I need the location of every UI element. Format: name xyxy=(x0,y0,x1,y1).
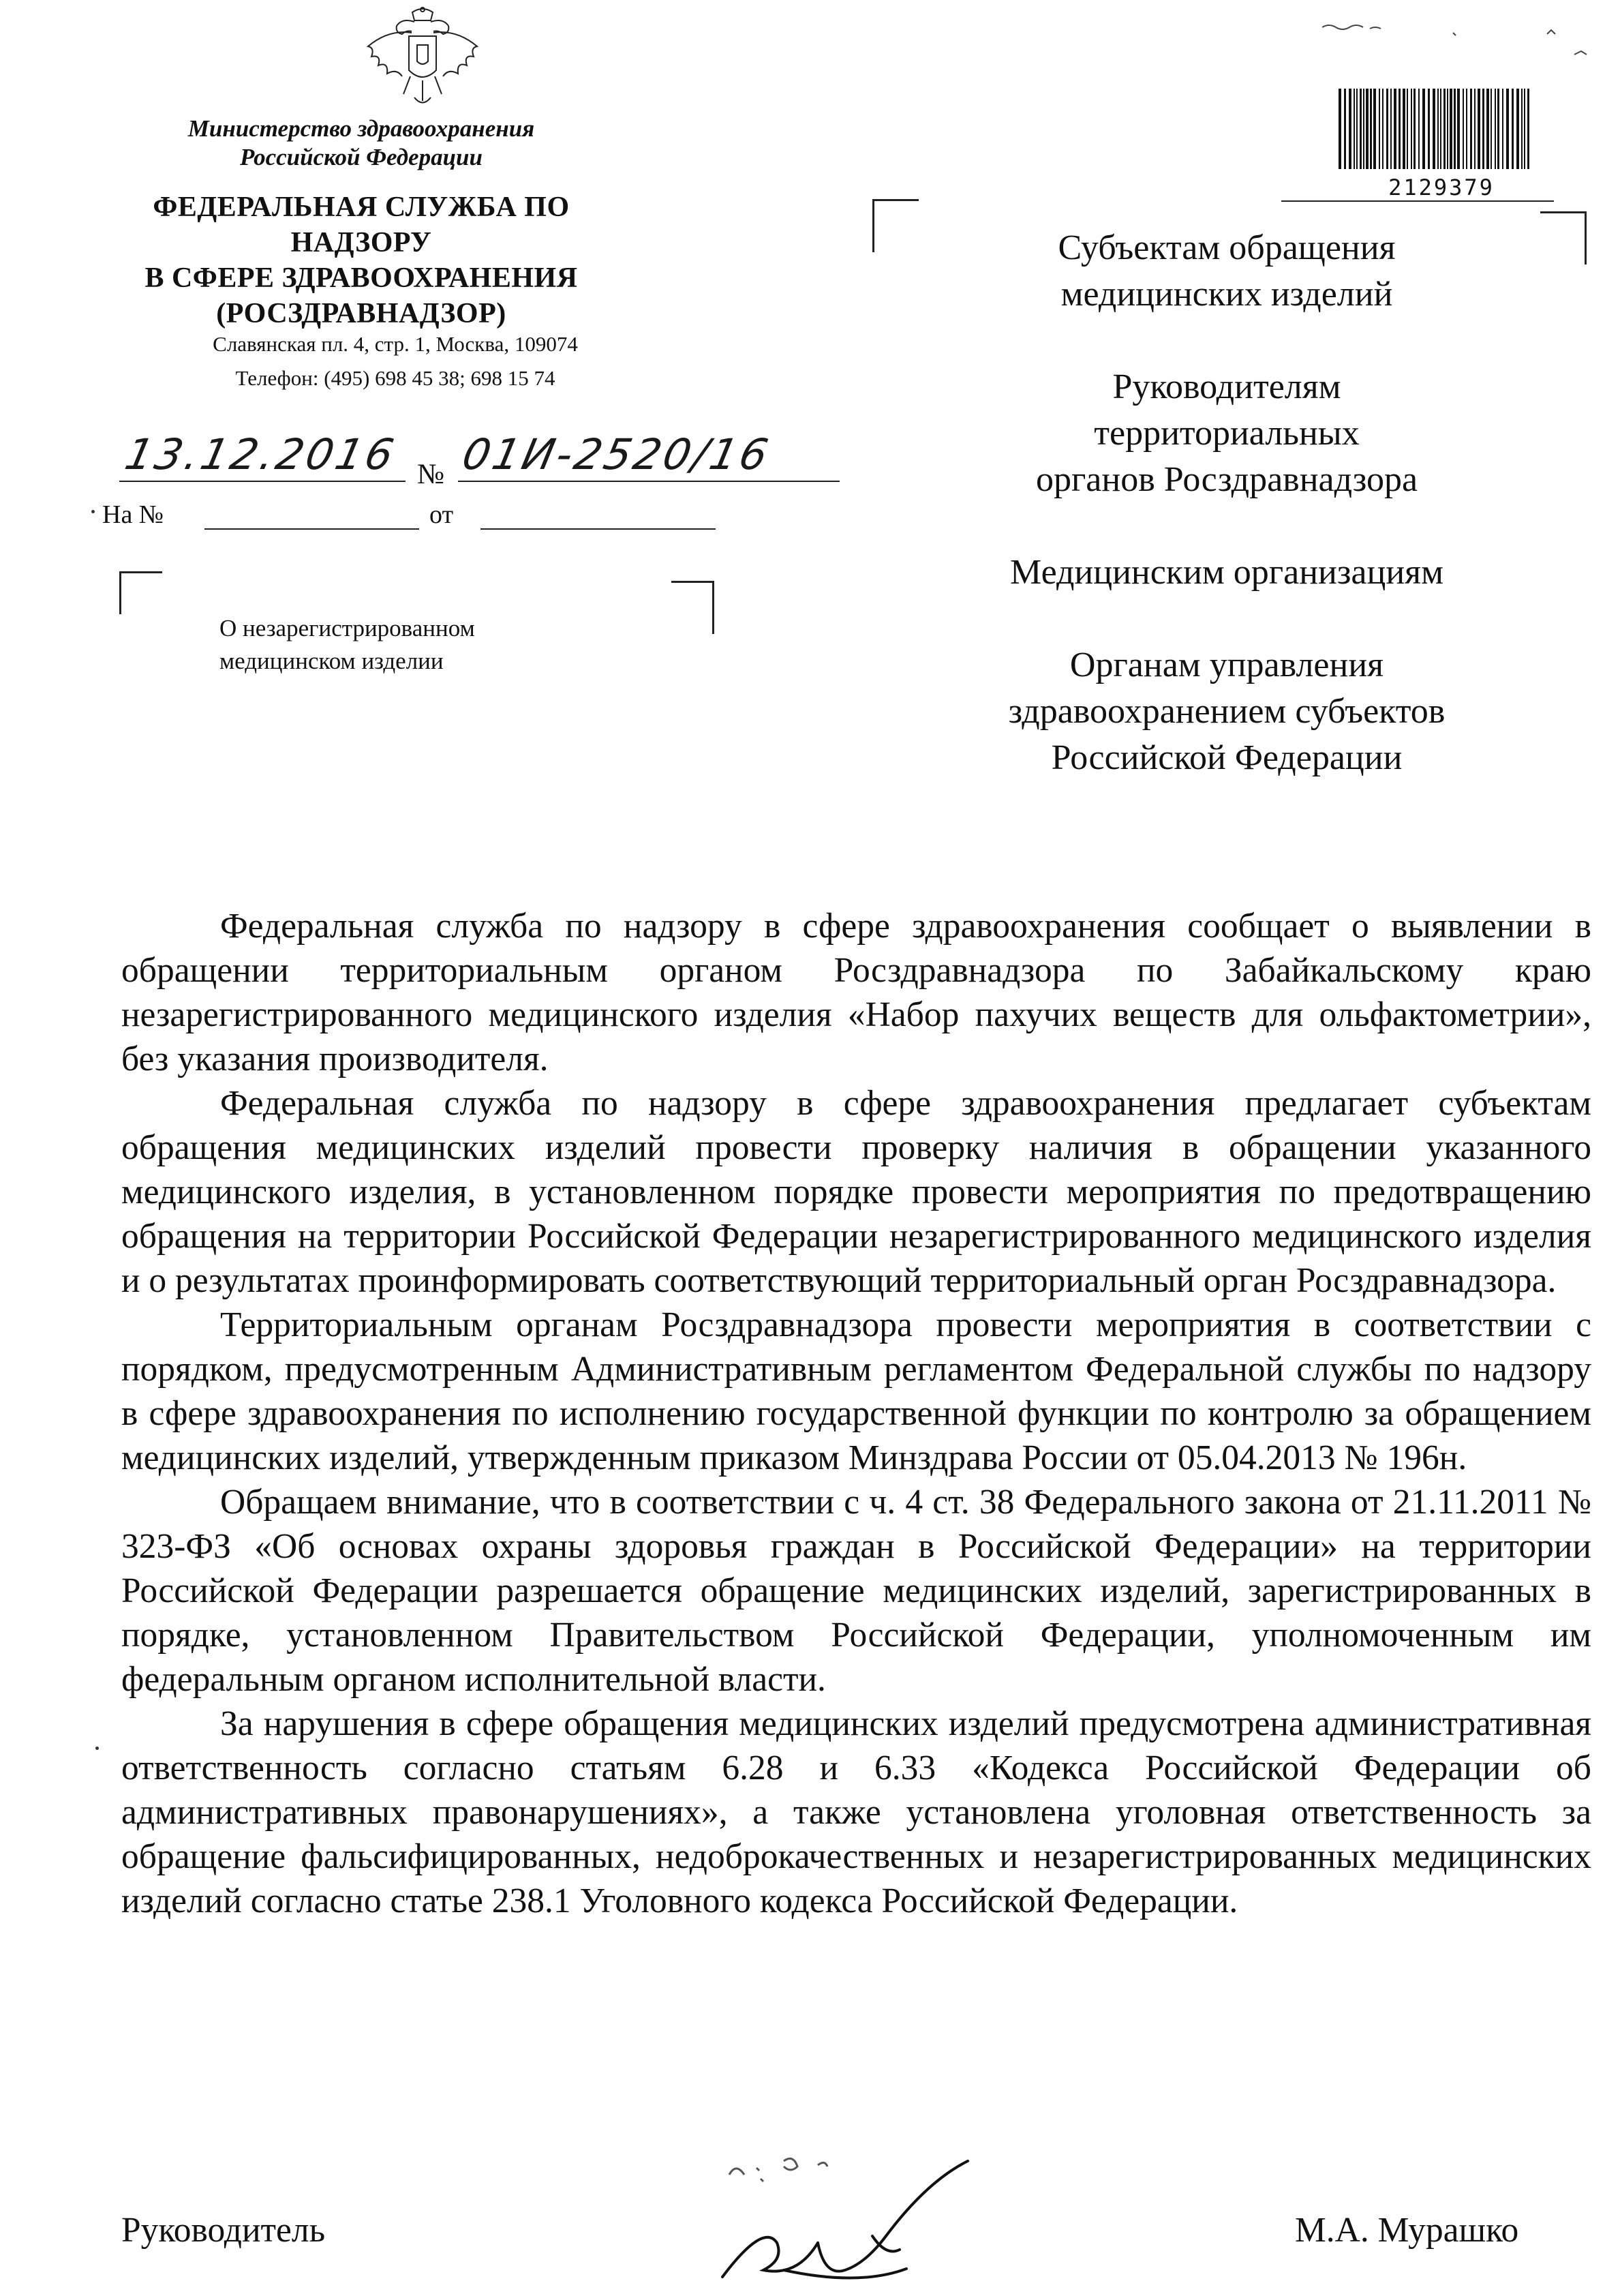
addressee-line: органов Росздравнадзора xyxy=(1035,460,1418,499)
handwritten-signature-icon xyxy=(682,2141,1022,2296)
barcode-bar xyxy=(1411,89,1412,169)
signatory-title: Руководитель xyxy=(121,2211,326,2250)
body-paragraph: Федеральная служба по надзору в сфере здравоохранения сообщает о выявлении в обращении территориальным органом Росздравнадзора по Забайкальскому краю незарегистрированного медицинского изделия «Набор пахучих веществ для ольфактометрии», без указания производителя. xyxy=(121,907,1591,1078)
body-paragraph: Федеральная служба по надзору в сфере здравоохранения предлагает субъектам обращения медицинских изделий провести проверку наличия в обращении указанного медицинского изделия, в установленном порядке провести мероприятия по предотвращению обращения на территории Российской Федерации незарегистрированного медицинского изделия и о результатах проинформировать соответствующий территориальный орган Росздравнадзора. xyxy=(121,1084,1591,1300)
barcode-bar xyxy=(1379,89,1380,169)
barcode-bar xyxy=(1457,89,1460,169)
barcode-bar xyxy=(1390,89,1392,169)
barcode-underline xyxy=(1281,200,1554,202)
contact-block xyxy=(123,327,668,395)
corner-bracket-left xyxy=(119,571,162,614)
addressee-block xyxy=(906,225,1547,318)
barcode-bar xyxy=(1482,89,1484,169)
barcode-bar xyxy=(1521,89,1523,169)
subject-text: медицинском изделии xyxy=(219,648,444,674)
barcode-bar xyxy=(1506,89,1509,169)
body-paragraph: Обращаем внимание, что в соответствии с ч. 4 ст. 38 Федерального закона от 21.11.2011 № 323-ФЗ «Об основах охраны здоровья граждан в Российской Федерации» на территории Российской Федерации разрешается обращение медицинских изделий, зарегистрированных в порядке, установленном Правительством Российской Федерации, уполномоченным им федеральным органом исполнительной власти. xyxy=(121,1483,1591,1699)
addressee-block xyxy=(906,364,1547,503)
letter-body xyxy=(121,904,1591,1923)
barcode-bar xyxy=(1466,89,1467,169)
barcode-bar xyxy=(1463,89,1464,169)
reference-date-blank xyxy=(480,528,716,530)
barcode-bar xyxy=(1422,89,1425,169)
barcode-bar xyxy=(1443,89,1446,169)
barcode-bar xyxy=(1512,89,1514,169)
barcode-bar xyxy=(1433,89,1435,169)
barcode-icon xyxy=(1336,89,1533,184)
addressee-line: Органам управления xyxy=(1069,646,1384,684)
barcode-bar xyxy=(1437,89,1439,169)
barcode-bar xyxy=(1344,89,1346,169)
addressee-line: здравоохранением субъектов xyxy=(1008,692,1446,731)
coat-of-arms-icon xyxy=(354,5,491,121)
addressee-list xyxy=(906,225,1547,828)
addressee-line: Руководителям xyxy=(1112,367,1341,406)
addressee-line: Субъектам обращения xyxy=(1058,228,1396,267)
barcode-bar xyxy=(1339,89,1341,169)
barcode-bar xyxy=(1440,89,1441,169)
barcode-bar xyxy=(1403,89,1405,169)
barcode-bar xyxy=(1527,89,1529,169)
address-bracket-right xyxy=(1540,211,1587,265)
barcode-bar xyxy=(1497,89,1499,169)
corner-bracket-right xyxy=(671,581,714,634)
barcode-bar xyxy=(1478,89,1480,169)
addressee-line: Российской Федерации xyxy=(1051,738,1403,777)
date-underline xyxy=(119,481,406,482)
ministry-line: Российской Федерации xyxy=(240,144,483,170)
reference-label: На № xyxy=(102,500,164,529)
addressee-block xyxy=(906,549,1547,596)
addressee-line: Медицинским организациям xyxy=(1010,553,1443,592)
service-line: ФЕДЕРАЛЬНАЯ СЛУЖБА ПО НАДЗОРУ xyxy=(153,192,570,258)
barcode-number: 2129379 xyxy=(1388,175,1495,200)
postal-address: Славянская пл. 4, стр. 1, Москва, 109074 xyxy=(213,332,578,356)
barcode-bar xyxy=(1394,89,1396,169)
barcode-bar xyxy=(1516,89,1519,169)
scan-scribble-icon xyxy=(1322,14,1595,61)
service-line: В СФЕРЕ ЗДРАВООХРАНЕНИЯ xyxy=(144,262,578,294)
registration-number-label: № xyxy=(417,459,445,490)
barcode-bar xyxy=(1373,89,1376,169)
barcode-bar xyxy=(1356,89,1358,169)
body-paragraph: Территориальным органам Росздравнадзора провести мероприятия в соответствии с порядком, предусмотренным Административным регламентом Федеральной службы по надзору в сфере здравоохранения по исполнению государственной функции по контролю за обращением медицинских изделий, утвержденным приказом Минздрава России от 05.04.2013 № 196н. xyxy=(121,1305,1591,1477)
number-underline xyxy=(458,481,840,482)
barcode-bar xyxy=(1354,89,1355,169)
registration-date: 13.12.2016 xyxy=(121,429,401,479)
scan-dot xyxy=(95,1747,99,1750)
barcode-bar xyxy=(1366,89,1369,169)
barcode-bar xyxy=(1413,89,1416,169)
barcode-bar xyxy=(1491,89,1492,169)
reference-from-label: от xyxy=(429,500,454,529)
service-line: (РОСЗДРАВНАДЗОР) xyxy=(216,298,506,329)
ministry-line: Министерство здравоохранения xyxy=(187,115,535,142)
body-paragraph: За нарушения в сфере обращения медицинских изделий предусмотрена административная ответственность согласно статьям 6.28 и 6.33 «Кодекса Российской Федерации об административных правонарушениях», а также установлена уголовная ответственность за обращение фальсифицированных, недоброкачественных и незарегистрированных медицинских изделий согласно статье 238.1 Уголовного кодекса Российской Федерации. xyxy=(121,1704,1591,1920)
subject-text: О незарегистрированном xyxy=(219,615,475,641)
reference-number-blank xyxy=(204,528,419,530)
phone-numbers: Телефон: (495) 698 45 38; 698 15 74 xyxy=(235,366,555,390)
barcode-bar xyxy=(1428,89,1430,169)
addressee-line: территориальных xyxy=(1094,414,1360,453)
barcode-bar xyxy=(1370,89,1372,169)
barcode-bar xyxy=(1349,89,1351,169)
ministry-name xyxy=(123,115,600,172)
barcode-bar xyxy=(1360,89,1362,169)
addressee-block xyxy=(906,642,1547,781)
barcode-bar xyxy=(1454,89,1456,169)
barcode-bar xyxy=(1470,89,1472,169)
barcode-bar xyxy=(1450,89,1452,169)
barcode-bar xyxy=(1382,89,1384,169)
registration-number: 01И-2520/16 xyxy=(458,429,775,479)
barcode-bar xyxy=(1418,89,1420,169)
barcode-bar xyxy=(1502,89,1503,169)
signatory-name: М.А. Мурашко xyxy=(1295,2211,1519,2250)
service-name xyxy=(89,190,634,331)
barcode-bar xyxy=(1486,89,1489,169)
barcode-bar xyxy=(1363,89,1364,169)
barcode-bar xyxy=(1524,89,1525,169)
barcode-bar xyxy=(1447,89,1448,169)
subject-line xyxy=(219,612,628,678)
barcode-bar xyxy=(1386,89,1388,169)
barcode-bar xyxy=(1474,89,1476,169)
addressee-line: медицинских изделий xyxy=(1060,275,1393,314)
barcode-bar xyxy=(1495,89,1496,169)
scan-dot xyxy=(91,510,95,513)
barcode-bar xyxy=(1407,89,1408,169)
barcode-bar xyxy=(1399,89,1401,169)
